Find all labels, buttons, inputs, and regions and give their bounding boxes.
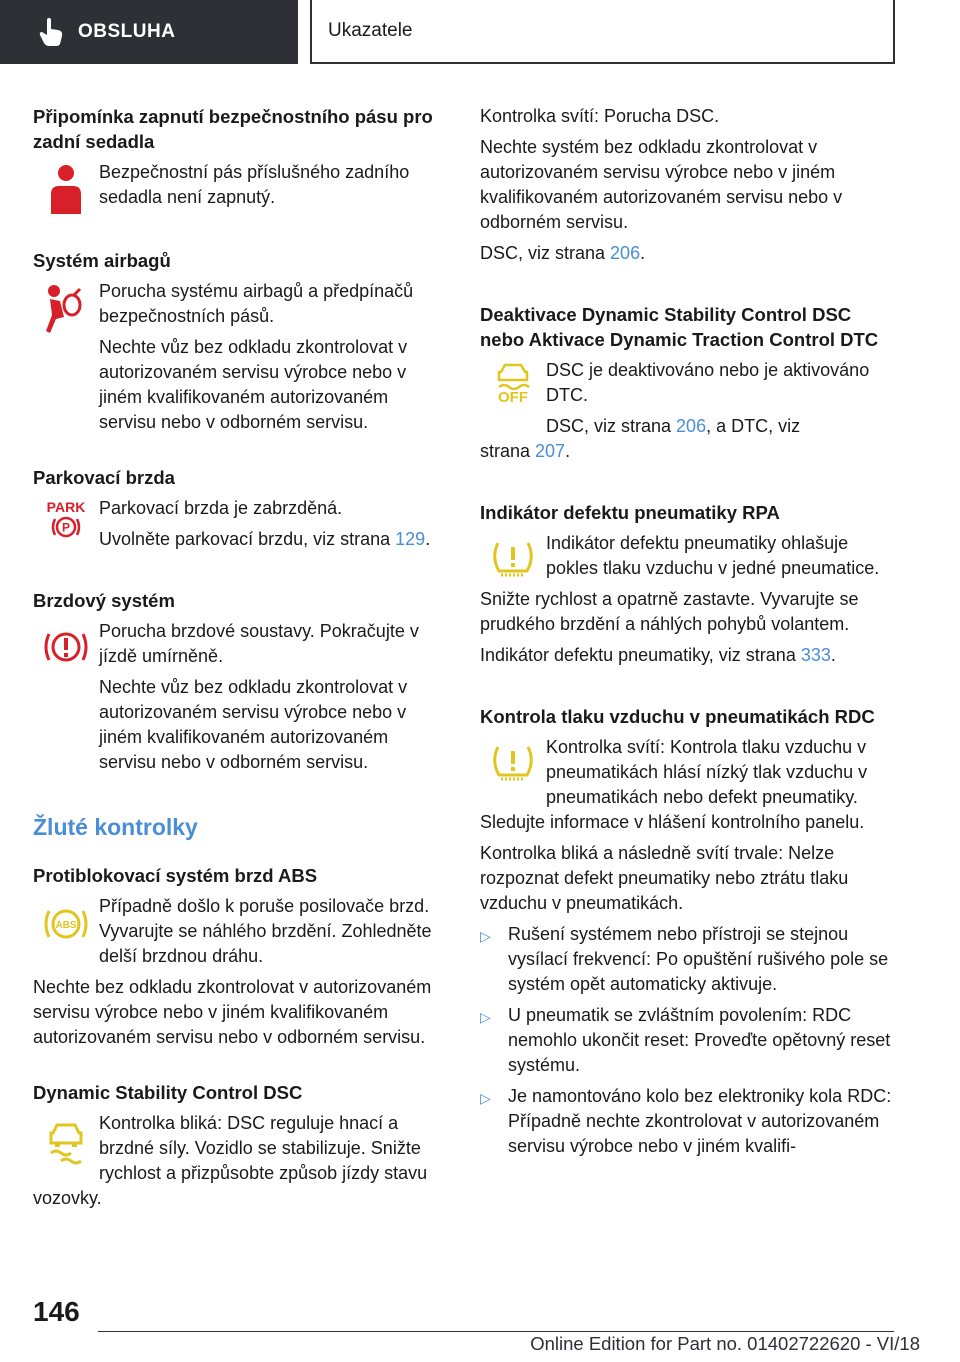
- parking-text-2: Uvolněte parkovací brzdu, viz strana 129.: [99, 529, 431, 549]
- page-link-206-b[interactable]: 206: [676, 416, 707, 436]
- belt-entry: [33, 160, 448, 218]
- rdc-bullet-1: ▷ Rušení systémem nebo přístroji se stejnou vysílací frekvencí: Po opuštění rušivého pole se systém opět automaticky aktivuje.: [480, 922, 900, 997]
- airbag-entry: [33, 279, 448, 335]
- dsc-off-text-1: DSC je deaktivováno nebo je aktivováno DTC.: [546, 360, 870, 405]
- rdc-text-2: Sledujte informace v hlášení kontrolního panelu.: [480, 812, 865, 832]
- brake-warning-icon: [41, 629, 91, 665]
- parking-text-1: Parkovací brzda je zabrzděná.: [99, 498, 343, 518]
- rdc-heading: Kontrola tlaku vzduchu v pneumatikách RDC: [480, 706, 875, 727]
- abs-text-2: Nechte bez odkladu zkontrolovat v autorizovaném servisu výrobce nebo v jiném kvalifikovaném autorizovaném servisu nebo v odborném servisu.: [33, 977, 432, 1047]
- svg-text:ABS: ABS: [55, 920, 77, 931]
- left-column: [33, 104, 448, 1211]
- rpa-entry: [480, 531, 900, 587]
- rdc-text-1: Kontrolka svítí: Kontrola tlaku vzduchu v pneumatikách hlásí nízký tlak vzduchu v pneumatikách nebo defekt pneumatiky.: [546, 737, 868, 807]
- airbag-heading: Systém airbagů: [33, 250, 171, 271]
- footer-edition: Online Edition for Part no. 01402722620 - VI/18: [530, 1333, 920, 1354]
- rpa-text-1: Indikátor defektu pneumatiky ohlašuje pokles tlaku vzduchu v jedné pneumatice.: [546, 533, 880, 578]
- page-link-206[interactable]: 206: [610, 243, 641, 263]
- dsc-off-text-2a: DSC, viz strana 206, a DTC, viz: [546, 416, 801, 436]
- bullet-triangle-icon: ▷: [480, 928, 491, 944]
- dsc-entry: [33, 1111, 448, 1186]
- right-column: [480, 104, 900, 1165]
- dsc-service-text: Nechte systém bez odkladu zkontrolovat v autorizovaném servisu výrobce nebo v jiném kvalifikovaném autorizovaném servisu nebo v odborném servisu.: [480, 137, 843, 232]
- airbag-icon: [44, 283, 88, 335]
- brake-entry: [33, 619, 448, 675]
- bullet-triangle-icon: ▷: [480, 1009, 491, 1025]
- dsc-text-1a: Kontrolka bliká: DSC reguluje hnací a brzdné síly. Vozidlo se stabilizuje. Snižte rychlost a přizpůsobte způsob jízdy stavu: [99, 1113, 428, 1183]
- airbag-text-1: Porucha systému airbagů a předpínačů bezpečnostních pásů.: [99, 281, 414, 326]
- brake-text-1: Porucha brzdové soustavy. Pokračujte v jízdě umírněně.: [99, 621, 419, 666]
- rdc-text-3: Kontrolka bliká a následně svítí trvale: Nelze rozpoznat defekt pneumatiky nebo ztrátu tlaku vzduchu v pneumatikách.: [480, 843, 849, 913]
- dsc-off-icon: [495, 362, 531, 390]
- tire-pressure-icon: [489, 743, 537, 783]
- page-number: 146: [33, 1296, 80, 1327]
- dsc-off-entry: [480, 358, 900, 439]
- dsc-off-heading: Deaktivace Dynamic Stability Control DSC nebo Aktivace Dynamic Traction Control DTC: [480, 304, 879, 350]
- footer-divider: [98, 1331, 894, 1332]
- airbag-text-2: Nechte vůz bez odkladu zkontrolovat v autorizovaném servisu výrobce nebo v jiném kvalifikovaném autorizovaném servisu nebo v odborném servisu.: [99, 337, 408, 432]
- breadcrumb: [310, 0, 895, 64]
- rpa-text-3: Indikátor defektu pneumatiky, viz strana 333.: [480, 645, 836, 665]
- brake-heading: Brzdový systém: [33, 590, 175, 611]
- belt-heading: Připomínka zapnutí bezpečnostního pásu pro zadní sedadla: [33, 106, 433, 152]
- svg-text:P: P: [61, 520, 71, 535]
- parking-heading: Parkovací brzda: [33, 467, 175, 488]
- rdc-entry: [480, 735, 900, 810]
- dsc-ref-text: DSC, viz strana 206.: [480, 243, 646, 263]
- rdc-bullet-2: ▷ U pneumatik se zvláštním povolením: RDC nemohlo ukončit reset: Proveďte opětovný reset systému.: [480, 1003, 900, 1078]
- seatbelt-rear-icon: [48, 164, 84, 218]
- parking-brake-icon: [49, 515, 83, 539]
- park-icon-label: PARK: [46, 499, 86, 515]
- tire-warning-icon: [489, 539, 537, 579]
- bullet-triangle-icon: ▷: [480, 1090, 491, 1106]
- rdc-bullet-3: ▷ Je namontováno kolo bez elektroniky kola RDC: Případně nechte zkontrolovat v autorizovaném servisu výrobce nebo v jiném kvalifi-: [480, 1084, 900, 1159]
- dsc-off-text-2b: strana 207.: [480, 441, 571, 461]
- pointing-hand-icon: [38, 17, 66, 47]
- rpa-text-2: Snižte rychlost a opatrně zastavte. Vyvarujte se prudkého brzdění a náhlých pohybů volantem.: [480, 589, 859, 634]
- belt-text: Bezpečnostní pás příslušného zadního sedadla není zapnutý.: [99, 162, 410, 207]
- yellow-lights-heading: Žluté kontrolky: [33, 814, 198, 840]
- brake-text-2: Nechte vůz bez odkladu zkontrolovat v autorizovaném servisu výrobce nebo v jiném kvalifikovaném autorizovaném servisu nebo v odborném servisu.: [99, 677, 408, 772]
- dsc-heading: Dynamic Stability Control DSC: [33, 1082, 303, 1103]
- page-link-207[interactable]: 207: [535, 441, 566, 461]
- rpa-heading: Indikátor defektu pneumatiky RPA: [480, 502, 780, 523]
- abs-entry: [33, 894, 448, 975]
- dsc-text-1b: vozovky.: [33, 1188, 102, 1208]
- parking-entry: [33, 496, 448, 558]
- section-label: OBSLUHA: [78, 21, 176, 42]
- abs-heading: Protiblokovací systém brzd ABS: [33, 865, 318, 886]
- dsc-fault-text: Kontrolka svítí: Porucha DSC.: [480, 106, 720, 126]
- dsc-off-label: OFF: [498, 389, 528, 406]
- abs-text-1: Případně došlo k poruše posilovače brzd. Vyvarujte se náhlého brzdění. Zohledněte delší brzdnou dráhu.: [99, 896, 432, 966]
- dsc-icon: [45, 1119, 87, 1165]
- page-link-129[interactable]: 129: [395, 529, 426, 549]
- page-link-333[interactable]: 333: [800, 645, 831, 665]
- abs-icon: [40, 906, 92, 942]
- header-section-tab: [0, 0, 298, 64]
- breadcrumb-label: Ukazatele: [328, 20, 413, 41]
